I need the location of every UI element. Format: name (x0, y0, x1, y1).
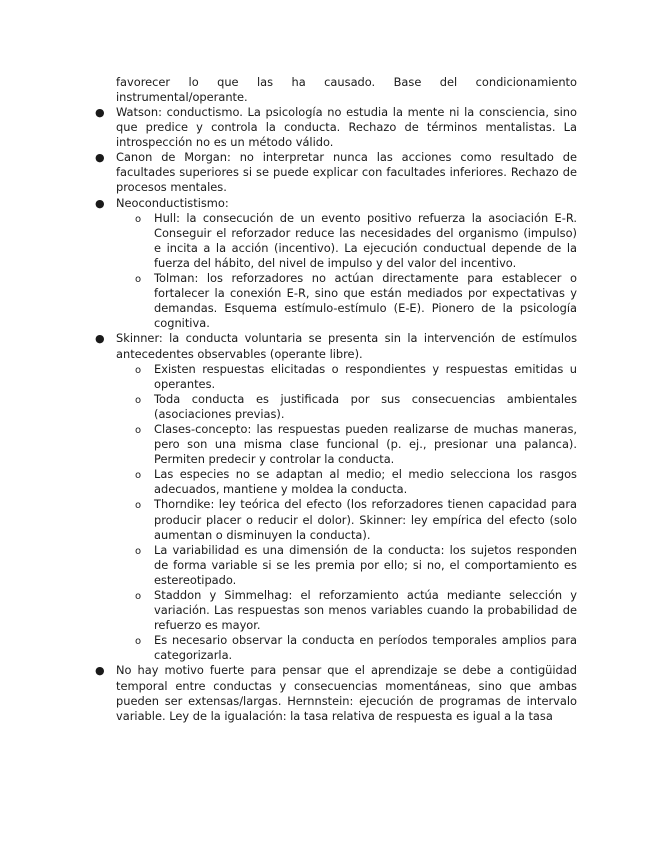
sub-list-item-text: Existen respuestas elicitadas o respondientes y respuestas emitidas u operantes. (154, 361, 577, 391)
list-item-text: Watson: conductismo. La psicología no estudia la mente ni la consciencia, sino que predice y controla la conducta. Rechazo de términos mentalistas. La introspección no es un método válido. (116, 105, 577, 150)
sub-list-item-text: Staddon y Simmelhag: el reforzamiento actúa mediante selección y variación. Las respuestas son menos variables cuando la probabilidad de refuerzo es mayor. (154, 588, 577, 633)
sub-list (116, 211, 577, 332)
sub-list-item-text: Thorndike: ley teórica del efecto (los reforzadores tienen capacidad para producir placer o reducir el dolor). Skinner: ley empírica del efecto (solo aumentan o disminuyen la conducta). (154, 497, 577, 542)
bullet-dot-icon: ● (95, 151, 105, 165)
bullet-circle-icon: o (135, 394, 142, 406)
sub-list (116, 362, 577, 664)
bullet-circle-icon: o (135, 424, 142, 436)
bullet-dot-icon: ● (95, 664, 105, 678)
bullet-circle-icon: o (135, 545, 142, 557)
bullet-list (0, 105, 577, 724)
bullet-circle-icon: o (135, 591, 142, 602)
continuation-text: favorecer lo que las ha causado. Base del condicionamiento instrumental/operante. (116, 75, 577, 105)
list-item-text: No hay motivo fuerte para pensar que el aprendizaje se debe a contigüidad temporal entre conductas y consecuencias momentáneas, sino que ambas pueden ser extensas/largas. Hernnstein: ejecución de programas de intervalo variable. Ley de la igualación: la tasa relativa de respuesta es igual a la tasa (116, 663, 577, 723)
bullet-circle-icon: o (135, 364, 142, 376)
list-item (0, 105, 577, 150)
sub-list-item-text: Las especies no se adaptan al medio; el medio selecciona los rasgos adecuados, mantiene y moldea la conducta. (154, 467, 577, 497)
list-item-text: Canon de Morgan: no interpretar nunca las acciones como resultado de facultades superiores si se puede explicar con facultades inferiores. Rechazo de procesos mentales. (116, 150, 577, 195)
sub-list-item (116, 633, 577, 663)
sub-list-item (116, 497, 577, 542)
sub-list-item-text: Clases-concepto: las respuestas pueden realizarse de muchas maneras, pero son una misma clase funcional (p. ej., presionar una palanca). Permiten predecir y controlar la conducta. (154, 421, 577, 467)
sub-list-item (116, 422, 577, 467)
sub-list-item (116, 271, 577, 331)
sub-list-item-text: Hull: la consecución de un evento positivo refuerza la asociación E-R. Conseguir el reforzador reduce las necesidades del organismo (impulso) e incita a la acción (incentivo). La ejecución conductual depende de la fuerza del hábito, del nivel de impulso y del valor del incentivo. (154, 210, 577, 270)
sub-list-item (116, 392, 577, 422)
bullet-dot-icon: ● (95, 106, 105, 119)
bullet-circle-icon: o (135, 500, 142, 512)
bullet-circle-icon: o (135, 636, 142, 648)
sub-list-item (116, 588, 577, 633)
sub-list-item (116, 543, 577, 588)
list-item-text: Neoconductistismo: (116, 195, 229, 210)
sub-list-item-text: Toda conducta es justificada por sus consecuencias ambientales (asociaciones previas). (154, 391, 577, 421)
bullet-circle-icon: o (135, 213, 142, 225)
list-item (0, 196, 577, 332)
bullet-circle-icon: o (135, 470, 142, 482)
list-item (0, 331, 577, 663)
bullet-dot-icon: ● (95, 196, 105, 210)
sub-list-item (116, 467, 577, 497)
sub-list-item-text: Es necesario observar la conducta en períodos temporales amplios para categorizarla. (154, 633, 577, 663)
list-item (0, 663, 577, 723)
sub-list-item (116, 211, 577, 271)
sub-list-item-text: Tolman: los reforzadores no actúan directamente para establecer o fortalecer la conexión E-R, sino que están mediados por expectativas y demandas. Esquema estímulo-estímulo (E-E). Pionero de la psicología cognitiva. (154, 271, 577, 331)
list-item (0, 150, 577, 195)
sub-list-item-text: La variabilidad es una dimensión de la conducta: los sujetos responden de forma variable si se les premia por ello; si no, el comportamiento es estereotipado. (154, 542, 577, 587)
list-item-text: Skinner: la conducta voluntaria se presenta sin la intervención de estímulos antecedentes observables (operante libre). (116, 331, 577, 361)
bullet-dot-icon: ● (95, 332, 105, 346)
bullet-circle-icon: o (135, 274, 142, 286)
sub-list-item (116, 362, 577, 392)
